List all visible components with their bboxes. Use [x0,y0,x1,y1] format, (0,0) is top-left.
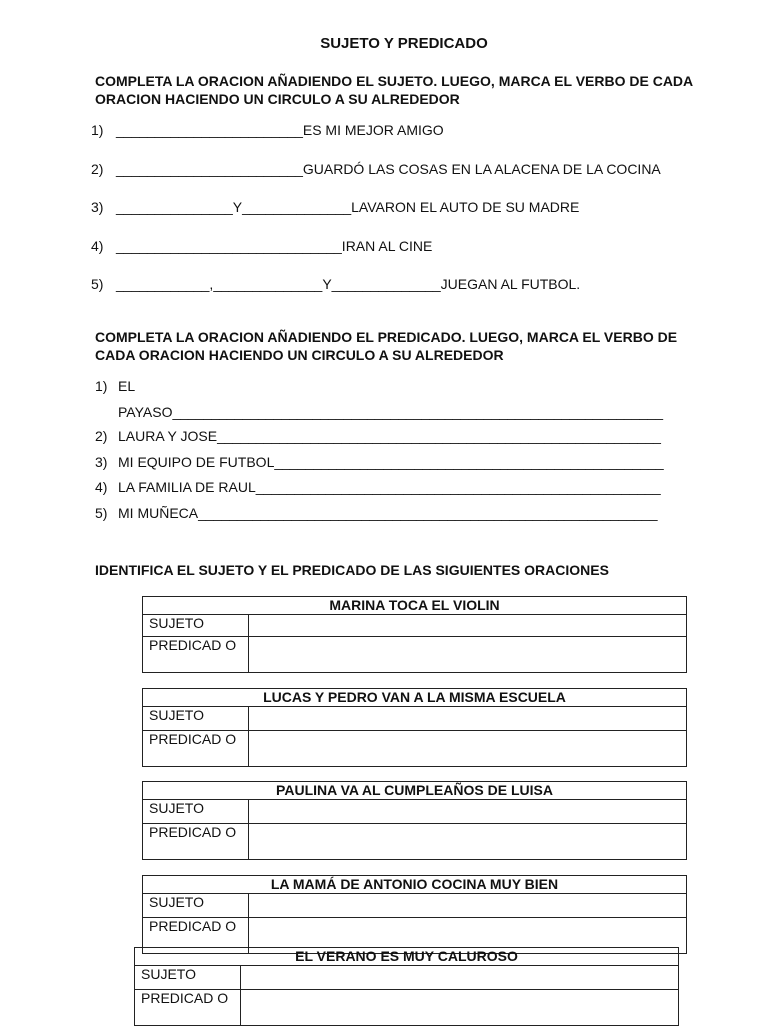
page-title: SUJETO Y PREDICADO [320,35,488,52]
worksheet-table-3 [142,781,687,860]
sujeto-answer-cell[interactable] [241,966,679,990]
s1-item-2-num: 2) [91,161,104,177]
sujeto-label: SUJETO [135,966,241,990]
s2-item-4-num: 4) [95,479,108,495]
s1-item-3-num: 3) [91,199,104,215]
table-sentence: LA MAMÁ DE ANTONIO COCINA MUY BIEN [143,876,687,894]
table-sentence: PAULINA VA AL CUMPLEAÑOS DE LUISA [143,782,687,800]
s2-item-1-text: EL [118,378,136,394]
section1-instruction: COMPLETA LA ORACION AÑADIENDO EL SUJETO. LUEGO, MARCA EL VERBO DE CADA ORACION HACIENDO UN CIRCULO A SU ALREDEDOR [95,73,693,107]
sujeto-answer-cell[interactable] [249,800,687,824]
worksheet-table-5 [134,947,679,1026]
table-sentence: MARINA TOCA EL VIOLIN [143,597,687,615]
predicado-label: PREDICAD O [135,990,241,1026]
sujeto-answer-cell[interactable] [249,894,687,918]
worksheet-table-2 [142,688,687,767]
s2-item-4-text: LA FAMILIA DE RAUL____________________________________________________ [118,479,661,495]
sujeto-answer-cell[interactable] [249,615,687,637]
s2-item-2-text: LAURA Y JOSE_________________________________________________________ [118,428,661,444]
s2-item-1-cont: PAYASO_______________________________________________________________ [118,404,663,420]
worksheet-table-4 [142,875,687,954]
predicado-label: PREDICAD O [143,731,249,767]
table-sentence: LUCAS Y PEDRO VAN A LA MISMA ESCUELA [143,689,687,707]
s1-item-4-text: _____________________________IRAN AL CINE [116,238,433,254]
predicado-answer-cell[interactable] [249,731,687,767]
sujeto-label: SUJETO [143,615,249,637]
s2-item-3-num: 3) [95,454,108,470]
worksheet-table-1 [142,596,687,673]
sujeto-label: SUJETO [143,894,249,918]
predicado-answer-cell[interactable] [249,824,687,860]
s2-item-3-text: MI EQUIPO DE FUTBOL__________________________________________________ [118,454,664,470]
s2-item-5-num: 5) [95,505,108,521]
s1-item-1-num: 1) [91,122,104,138]
s1-item-5-text: ____________,______________Y______________JUEGAN AL FUTBOL. [116,276,581,292]
s1-item-1-text: ________________________ES MI MEJOR AMIGO [116,122,444,138]
table-sentence: EL VERANO ES MUY CALUROSO [135,948,679,966]
predicado-answer-cell[interactable] [249,637,687,673]
sujeto-label: SUJETO [143,707,249,731]
s1-item-3-text: _______________Y______________LAVARON EL AUTO DE SU MADRE [116,199,580,215]
predicado-answer-cell[interactable] [241,990,679,1026]
section3-instruction: IDENTIFICA EL SUJETO Y EL PREDICADO DE LAS SIGUIENTES ORACIONES [95,562,609,578]
s1-item-2-text: ________________________GUARDÓ LAS COSAS EN LA ALACENA DE LA COCINA [116,161,661,177]
s2-item-1-num: 1) [95,378,108,394]
sujeto-answer-cell[interactable] [249,707,687,731]
predicado-label: PREDICAD O [143,824,249,860]
predicado-label: PREDICAD O [143,918,249,954]
predicado-label: PREDICAD O [143,637,249,673]
s1-item-5-num: 5) [91,276,104,292]
section2-instruction: COMPLETA LA ORACION AÑADIENDO EL PREDICADO. LUEGO, MARCA EL VERBO DE CADA ORACION HACIENDO UN CIRCULO A SU ALREDEDOR [95,329,678,363]
s2-item-2-num: 2) [95,428,108,444]
sujeto-label: SUJETO [143,800,249,824]
s2-item-5-text: MI MUÑECA___________________________________________________________ [118,505,658,521]
s1-item-4-num: 4) [91,238,104,254]
